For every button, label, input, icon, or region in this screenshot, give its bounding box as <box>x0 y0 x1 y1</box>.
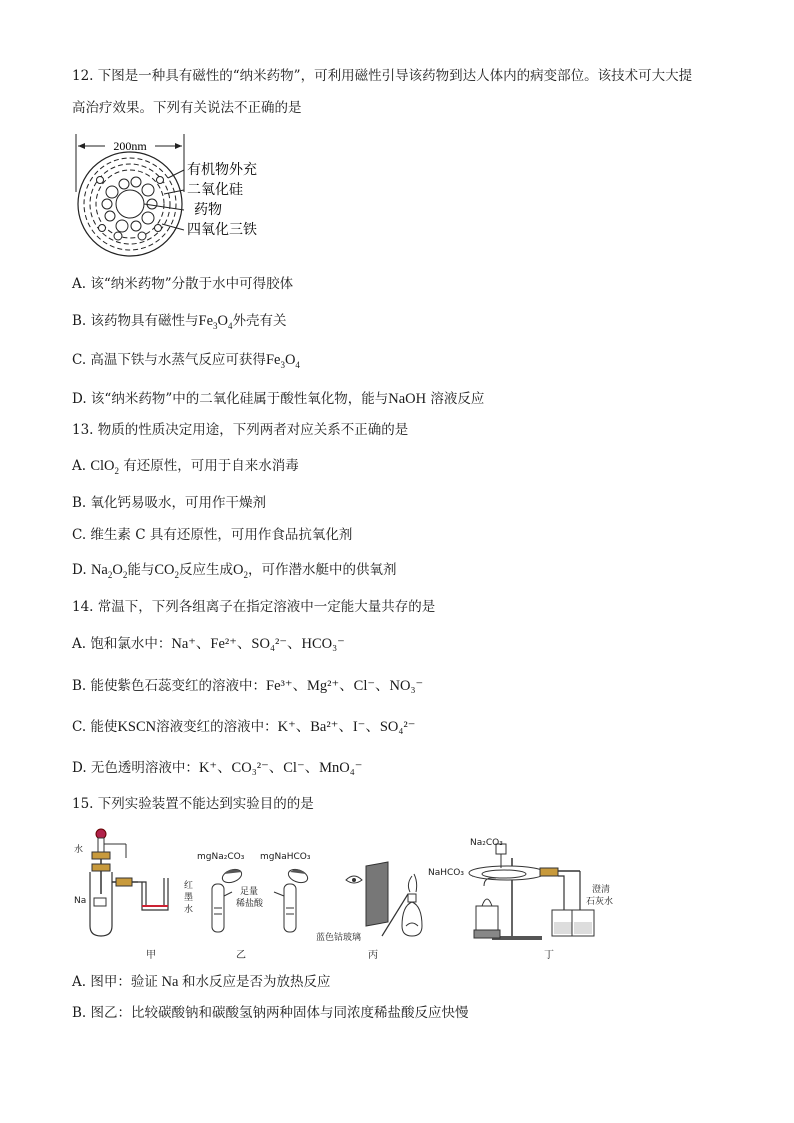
q12-stem-line2: 高治疗效果。下列有关说法不正确的是 <box>72 100 302 116</box>
nano-drug-figure <box>72 132 312 262</box>
yi-na2co3-label: mgNa₂CO₃ <box>197 852 245 862</box>
q14-option-c: C. 能使KSCN溶液变红的溶液中：K⁺、Ba²⁺、I⁻、SO₄²⁻ <box>72 719 416 735</box>
bing-glass-label: 蓝色钴玻璃 <box>316 933 362 943</box>
q14-stem: 14. 常温下，下列各组离子在指定溶液中一定能大量共存的是 <box>72 599 436 615</box>
q13-option-a: A. ClO$_2$ 有还原性，可用于自来水消毒 <box>72 458 299 476</box>
q12-option-c: C. 高温下铁与水蒸气反应可获得$Fe_3O_4$ <box>72 352 300 370</box>
q12-option-a: A. 该“纳米药物”分散于水中可得胶体 <box>72 276 294 292</box>
jia-ink-label-3: 水 <box>184 905 194 915</box>
q12-stem-line1: 12. 下图是一种具有磁性的“纳米药物”，可利用磁性引导该药物到达人体内的病变部位。该技术可大大提 <box>72 68 693 84</box>
jia-ink-label-2: 墨 <box>184 893 194 903</box>
q13-option-b: B. 氧化钙易吸水，可用作干燥剂 <box>72 495 267 511</box>
q14-option-a: A. 饱和氯水中：Na⁺、Fe²⁺、SO₄²⁻、HCO₃⁻ <box>72 636 345 652</box>
ding-nahco3-label: NaHCO₃ <box>428 868 464 878</box>
label-organic-shell: 有机物外充 <box>187 162 257 178</box>
q13-option-c: C. 维生素 C 具有还原性，可用作食品抗氧化剂 <box>72 527 353 543</box>
ding-na2co3-label: Na₂CO₃ <box>470 838 503 848</box>
figure-width-label: 200nm <box>113 139 147 153</box>
q13-stem: 13. 物质的性质决定用途，下列两者对应关系不正确的是 <box>72 422 409 438</box>
jia-na-label: Na <box>74 896 87 906</box>
experiment-figure <box>72 826 612 960</box>
yi-acid-label-1: 足量 <box>240 887 259 897</box>
q14-option-b: B. 能使紫色石蕊变红的溶液中：Fe³⁺、Mg²⁺、Cl⁻、NO₃⁻ <box>72 678 424 694</box>
jia-ink-label-1: 红 <box>184 881 194 891</box>
ding-limewater-label-1: 澄清 <box>592 885 611 895</box>
yi-acid-label-2: 稀盐酸 <box>236 899 264 909</box>
q15-option-b: B. 图乙：比较碳酸钠和碳酸氢钠两种固体与同浓度稀盐酸反应快慢 <box>72 1005 469 1021</box>
q15-option-a: A. 图甲：验证 Na 和水反应是否为放热反应 <box>72 974 331 990</box>
jia-water-label: 水 <box>74 845 84 855</box>
ding-caption: 丁 <box>544 950 554 961</box>
yi-caption: 乙 <box>236 950 246 961</box>
q15-stem: 15. 下列实验装置不能达到实验目的的是 <box>72 796 314 812</box>
q13-option-d: D. $Na_2O_2$能与$CO_2$反应生成$O_2$，可作潜水艇中的供氧剂 <box>72 562 397 580</box>
ding-limewater-label-2: 石灰水 <box>586 897 614 907</box>
q14-option-d: D. 无色透明溶液中：K⁺、CO₃²⁻、Cl⁻、MnO₄⁻ <box>72 760 363 776</box>
jia-caption: 甲 <box>146 950 156 961</box>
label-silica: 二氧化硅 <box>187 182 243 198</box>
q12-option-d: D. 该“纳米药物”中的二氧化硅属于酸性氧化物，能与NaOH 溶液反应 <box>72 391 485 407</box>
label-drug: 药物 <box>194 202 222 218</box>
bing-caption: 丙 <box>368 950 378 961</box>
label-fe3o4: 四氧化三铁 <box>187 222 257 238</box>
q12-option-b: B. 该药物具有磁性与$Fe_3O_4$外壳有关 <box>72 313 287 331</box>
yi-nahco3-label: mgNaHCO₃ <box>260 852 311 862</box>
